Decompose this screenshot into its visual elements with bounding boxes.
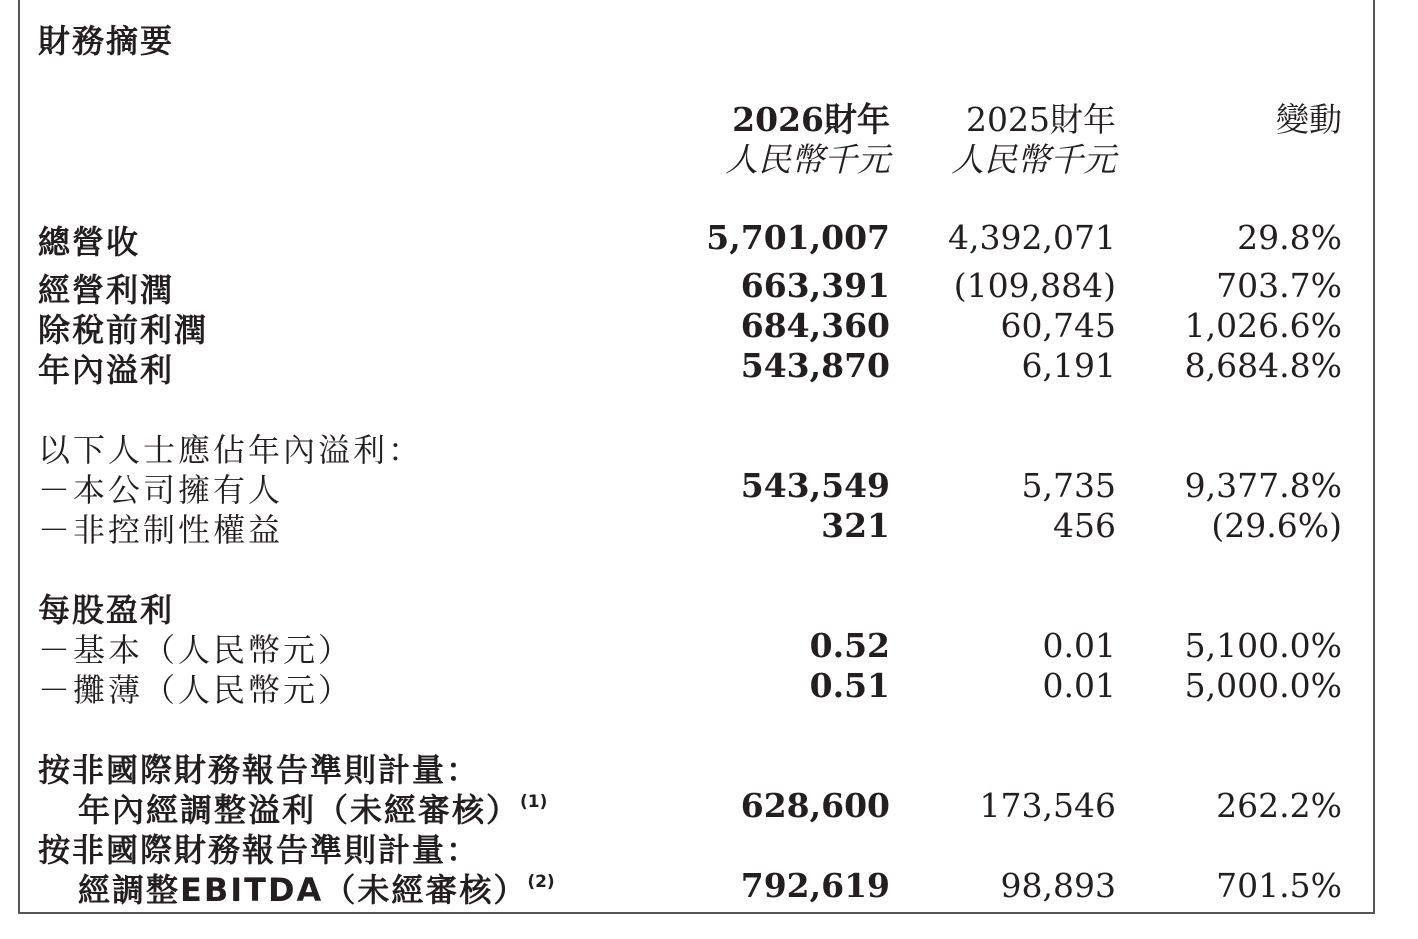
section-heading-non-ifrs: 按非國際財務報告準則計量： bbox=[38, 751, 481, 789]
value-fy2025: 60,745 bbox=[1000, 306, 1116, 345]
row-label-profit-for-year: 年內溢利 bbox=[38, 351, 175, 389]
column-currency: 人民幣千元 bbox=[951, 140, 1116, 179]
value-fy2026: 663,391 bbox=[740, 266, 890, 305]
row-label-eps-diluted: －攤薄（人民幣元） bbox=[38, 671, 354, 709]
column-header-fy2026 bbox=[725, 100, 890, 180]
row-label-operating-profit: 經營利潤 bbox=[38, 271, 175, 309]
row-label-non-controlling: －非控制性權益 bbox=[38, 511, 284, 549]
column-label: 變動 bbox=[1276, 100, 1342, 139]
value-fy2026: 543,549 bbox=[740, 466, 890, 505]
column-year: 2025財年 bbox=[966, 100, 1116, 139]
value-fy2025: 0.01 bbox=[1042, 626, 1116, 665]
row-label-profit-before-tax: 除稅前利潤 bbox=[38, 311, 209, 349]
value-fy2025: 456 bbox=[1053, 506, 1116, 545]
value-fy2026: 5,701,007 bbox=[706, 218, 890, 257]
value-fy2026: 321 bbox=[821, 506, 890, 545]
value-fy2026: 0.51 bbox=[809, 666, 890, 705]
row-label-owners: －本公司擁有人 bbox=[38, 471, 284, 509]
row-label-total-revenue: 總營收 bbox=[38, 223, 141, 261]
value-change: 8,684.8% bbox=[1184, 346, 1342, 385]
value-change: 5,100.0% bbox=[1184, 626, 1342, 665]
column-header-fy2025 bbox=[951, 100, 1116, 180]
section-heading-attributable: 以下人士應佔年內溢利： bbox=[38, 431, 424, 469]
footnote-marker: (1) bbox=[520, 792, 548, 812]
row-label-adjusted-ebitda bbox=[78, 865, 555, 911]
value-fy2025: 98,893 bbox=[1000, 866, 1116, 905]
value-fy2025: 0.01 bbox=[1042, 666, 1116, 705]
section-heading-non-ifrs: 按非國際財務報告準則計量： bbox=[38, 831, 481, 869]
row-label-text: 經調整EBITDA（未經審核） bbox=[78, 871, 528, 909]
page-title: 財務摘要 bbox=[38, 22, 175, 60]
value-fy2026: 628,600 bbox=[740, 786, 890, 825]
footnote-marker: (2) bbox=[527, 872, 555, 892]
value-fy2026: 792,619 bbox=[740, 866, 890, 905]
value-change: 29.8% bbox=[1237, 218, 1342, 257]
row-label-eps-basic: －基本（人民幣元） bbox=[38, 631, 354, 669]
value-change: 1,026.6% bbox=[1184, 306, 1342, 345]
value-fy2026: 684,360 bbox=[740, 306, 890, 345]
section-heading-eps: 每股盈利 bbox=[38, 591, 175, 629]
column-year: 2026財年 bbox=[732, 100, 890, 139]
value-change: 5,000.0% bbox=[1184, 666, 1342, 705]
value-change: 703.7% bbox=[1216, 266, 1342, 305]
value-fy2025: 4,392,071 bbox=[948, 218, 1116, 257]
row-label-text: 年內經調整溢利（未經審核） bbox=[78, 791, 521, 829]
value-change: 262.2% bbox=[1216, 786, 1342, 825]
column-currency: 人民幣千元 bbox=[725, 140, 890, 179]
value-fy2025: 173,546 bbox=[979, 786, 1116, 825]
value-fy2026: 0.52 bbox=[809, 626, 890, 665]
value-fy2026: 543,870 bbox=[740, 346, 890, 385]
value-fy2025: (109,884) bbox=[953, 266, 1116, 305]
value-fy2025: 5,735 bbox=[1021, 466, 1116, 505]
value-fy2025: 6,191 bbox=[1021, 346, 1116, 385]
value-change: 701.5% bbox=[1216, 866, 1342, 905]
column-header-change bbox=[1276, 100, 1342, 140]
value-change: 9,377.8% bbox=[1184, 466, 1342, 505]
value-change: (29.6%) bbox=[1211, 506, 1342, 545]
